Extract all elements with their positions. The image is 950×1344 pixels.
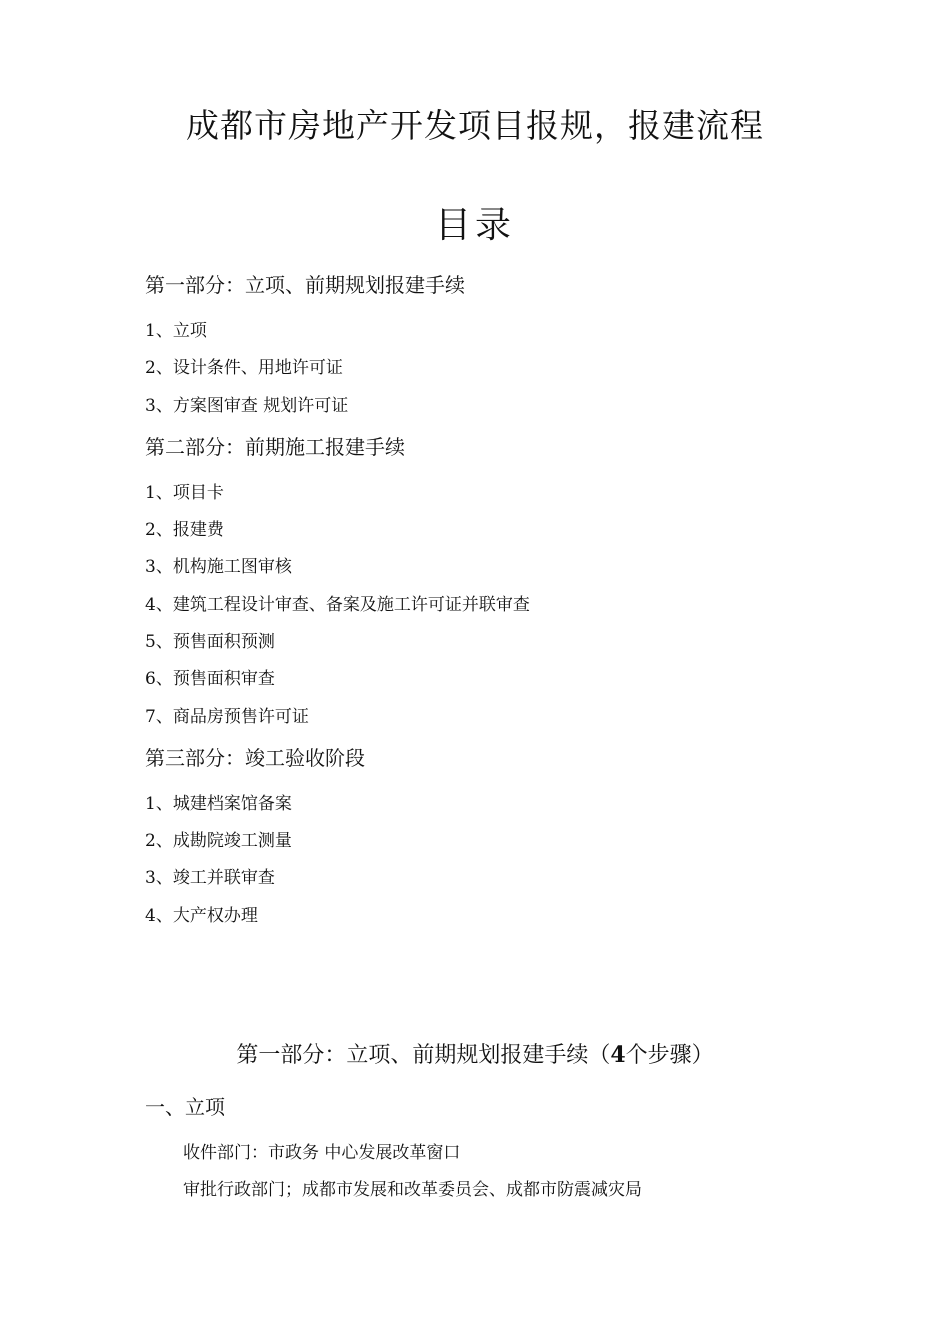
section-heading-prefix: 第一部分：立项、前期规划报建手续（ <box>236 1043 611 1068</box>
section-heading <box>0 1040 950 1071</box>
approval-department-line: 审批行政部门；成都市发展和改革委员会、成都市防震减灾局 <box>183 1180 642 1200</box>
toc-item: 3、机构施工图审核 <box>145 557 292 577</box>
toc-item: 3、竣工并联审查 <box>145 868 275 888</box>
toc-item: 7、商品房预售许可证 <box>145 707 309 727</box>
toc-item: 2、报建费 <box>145 520 224 540</box>
document-title: 成都市房地产开发项目报规，报建流程 <box>186 106 764 145</box>
toc-item: 2、设计条件、用地许可证 <box>145 358 343 378</box>
toc-title: 目录 <box>434 205 515 246</box>
toc-part-heading: 第三部分：竣工验收阶段 <box>145 746 365 770</box>
toc-part-heading: 第二部分：前期施工报建手续 <box>145 435 405 459</box>
toc-item: 4、大产权办理 <box>145 906 258 926</box>
toc-item: 5、预售面积预测 <box>145 632 275 652</box>
toc-item: 3、方案图审查 规划许可证 <box>145 396 349 416</box>
section-heading-number: 4 <box>610 1042 626 1068</box>
receiving-department-line: 收件部门：市政务 中心发展改革窗口 <box>183 1143 461 1163</box>
toc-item: 6、预售面积审查 <box>145 669 275 689</box>
toc-item: 1、城建档案馆备案 <box>145 794 292 814</box>
section-subheading: 一、立项 <box>145 1095 225 1119</box>
toc-part-heading: 第一部分：立项、前期规划报建手续 <box>145 273 465 297</box>
toc-item: 1、立项 <box>145 321 207 341</box>
toc-item: 2、成勘院竣工测量 <box>145 831 292 851</box>
toc-item: 1、项目卡 <box>145 483 224 503</box>
section-heading-suffix: 个步骤） <box>625 1043 714 1068</box>
toc-item: 4、建筑工程设计审查、备案及施工许可证并联审查 <box>145 595 530 615</box>
